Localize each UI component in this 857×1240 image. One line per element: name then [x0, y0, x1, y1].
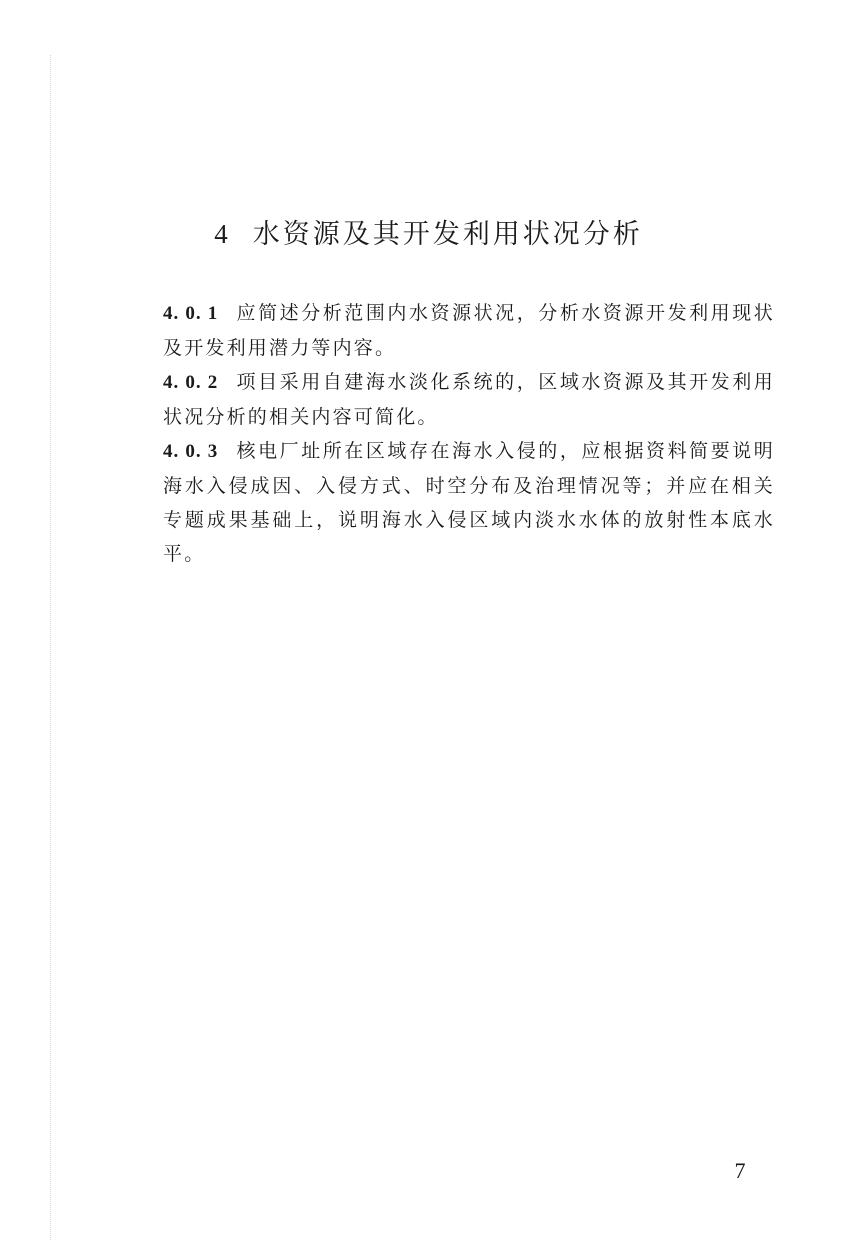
clause-text: 应简述分析范围内水资源状况，分析水资源开发利用现状及开发利用潜力等内容。: [163, 302, 775, 359]
clause-4-0-3: [163, 434, 775, 571]
chapter-title-text: 水资源及其开发利用状况分析: [252, 219, 643, 250]
clause-4-0-1: [163, 296, 775, 365]
chapter-number: 4: [214, 219, 231, 249]
clause-number: 4. 0. 3: [163, 441, 219, 462]
chapter-title: [0, 212, 857, 251]
clause-number: 4. 0. 1: [163, 303, 219, 324]
clause-text: 核电厂址所在区域存在海水入侵的，应根据资料简要说明海水入侵成因、入侵方式、时空分布及治理情况等；并应在相关专题成果基础上，说明海水入侵区域内淡水水体的放射性本底水平。: [163, 440, 775, 565]
clause-4-0-2: [163, 365, 775, 434]
clause-text: 项目采用自建海水淡化系统的，区域水资源及其开发利用状况分析的相关内容可简化。: [163, 371, 775, 428]
chapter-body: [163, 296, 775, 571]
clause-number: 4. 0. 2: [163, 372, 219, 393]
page-number: 7: [734, 1158, 746, 1183]
